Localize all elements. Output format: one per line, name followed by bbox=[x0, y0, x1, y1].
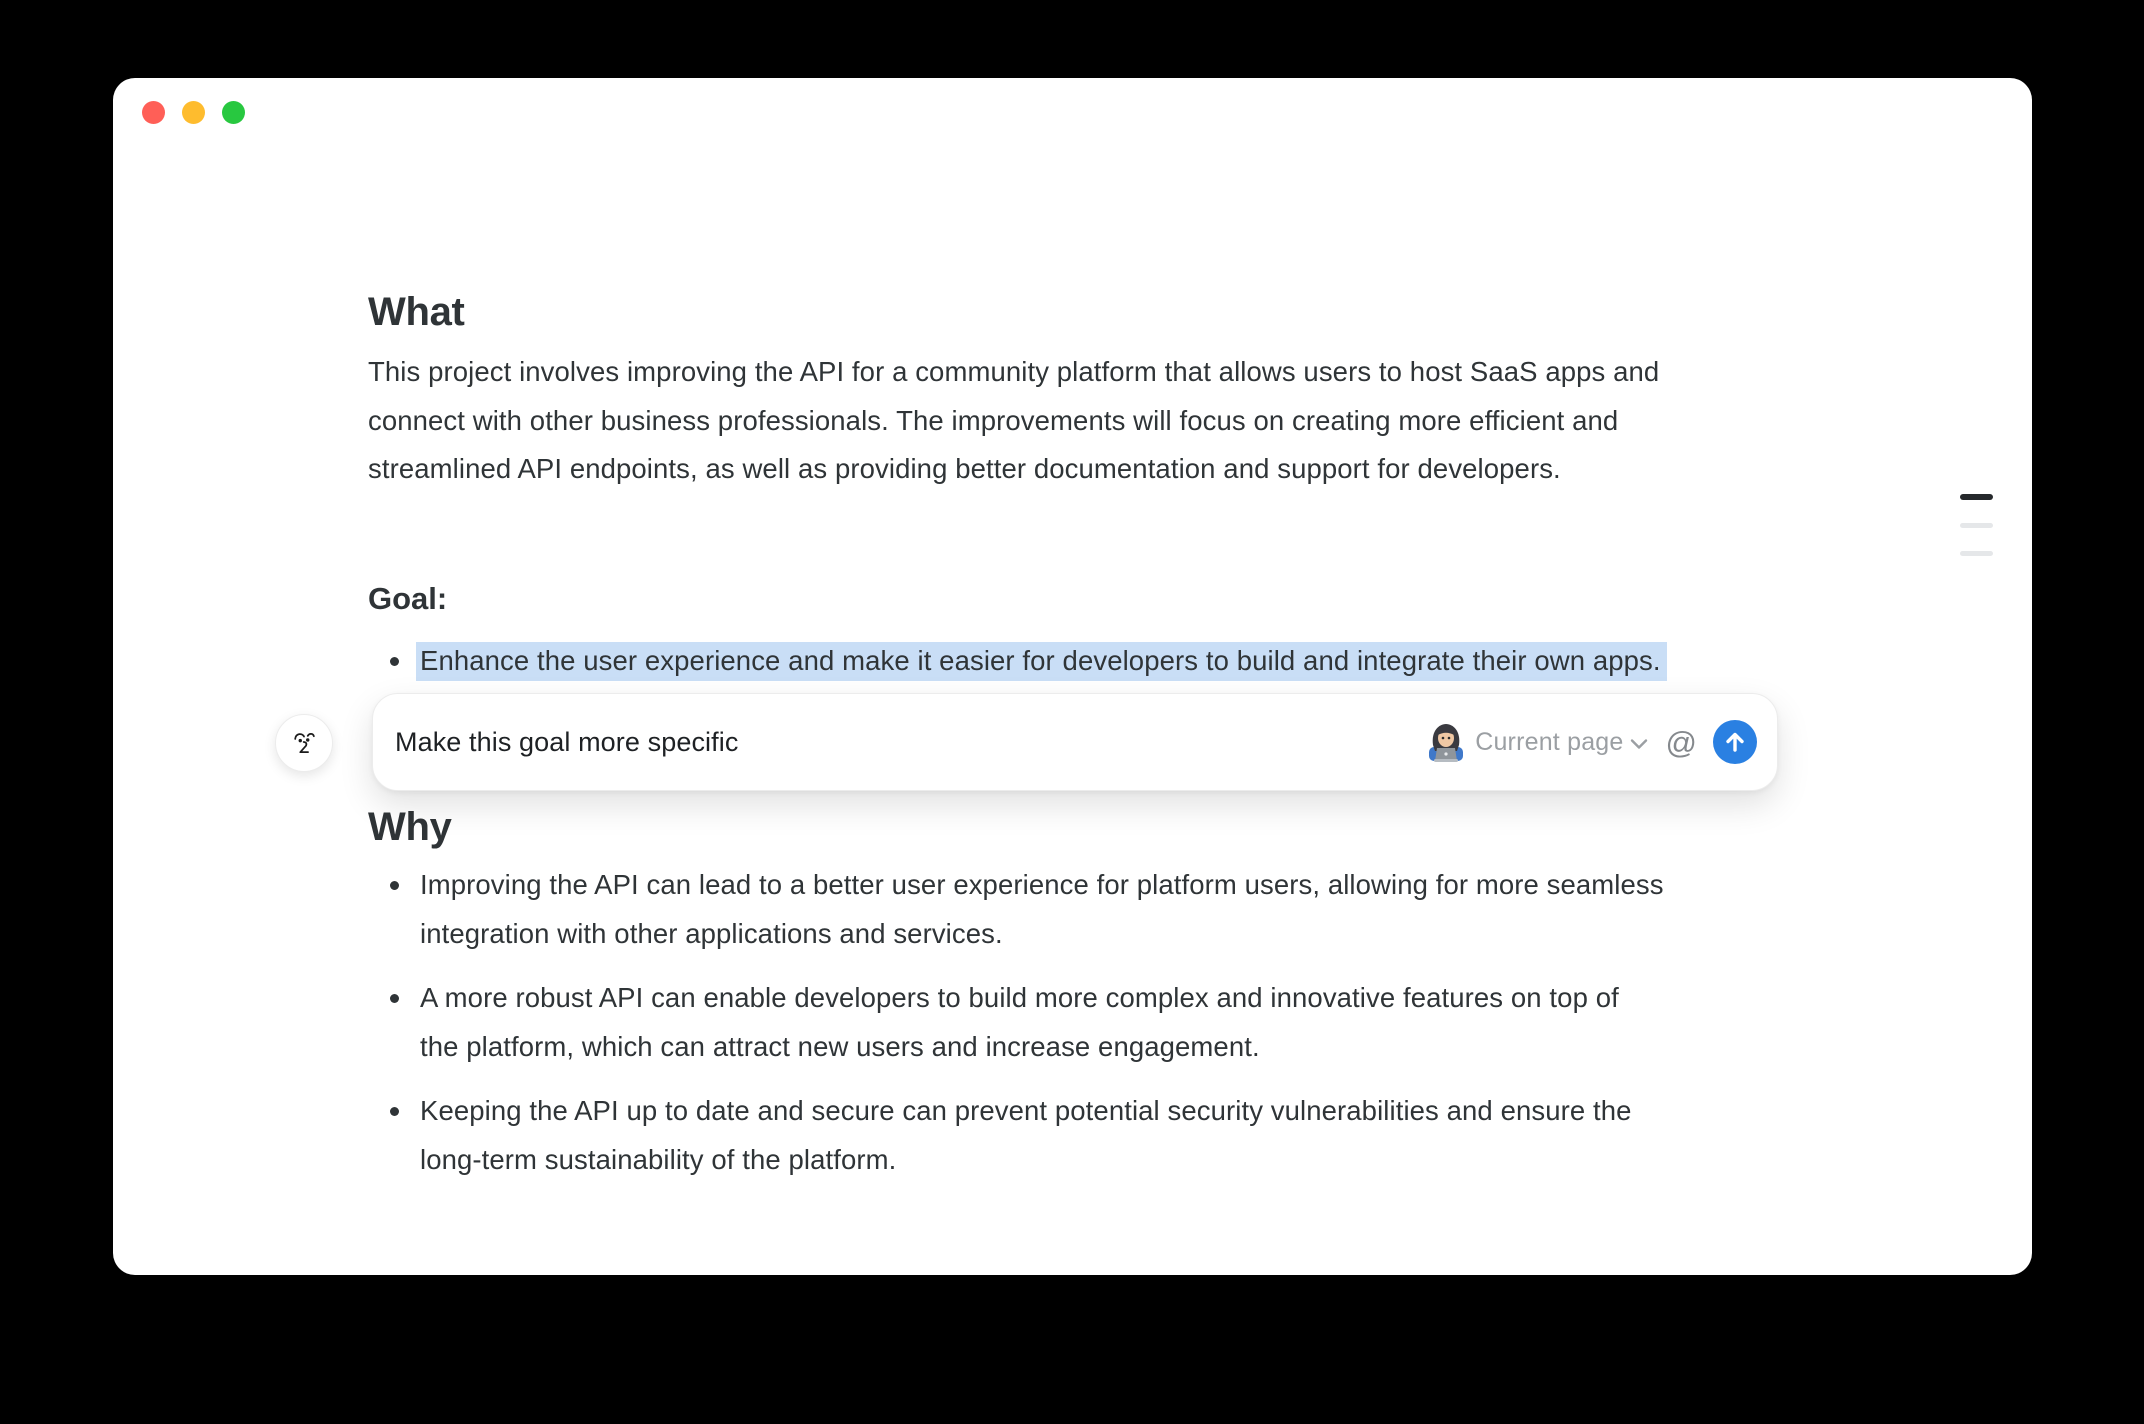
bullet-icon bbox=[390, 994, 399, 1003]
ai-assistant-popup bbox=[368, 693, 1750, 791]
why-bullet-text: Improving the API can lead to a better user experience for platform users, allowing for more seamless integration with other applications and services. bbox=[420, 869, 1664, 949]
goal-list-item bbox=[368, 637, 1750, 686]
goal-heading: Goal: bbox=[368, 580, 448, 616]
ai-prompt-input[interactable] bbox=[395, 727, 1427, 758]
chevron-down-icon bbox=[1630, 738, 1648, 750]
toc-indicator bbox=[1960, 494, 1993, 579]
why-bullet-text: A more robust API can enable developers to build more complex and innovative features on top of the platform, which can attract new users and increase engagement. bbox=[420, 982, 1619, 1062]
goal-list bbox=[368, 637, 1750, 686]
ai-prompt-bar bbox=[372, 693, 1778, 791]
app-window bbox=[113, 78, 2032, 1275]
intro-paragraph: This project involves improving the API for a community platform that allows users to host SaaS apps and connect with other business professionals. The improvements will focus on creating more efficient and streamlined API endpoints, as well as providing better documentation and support for developers. bbox=[368, 356, 1660, 484]
send-button[interactable] bbox=[1713, 720, 1757, 764]
goal-text-highlighted: Enhance the user experience and make it easier for developers to build and integrate their own apps. bbox=[420, 637, 1667, 686]
close-window-button[interactable] bbox=[142, 101, 165, 124]
why-list bbox=[368, 861, 1750, 1184]
why-list-item bbox=[368, 1087, 1750, 1184]
heading-what: What bbox=[368, 290, 465, 334]
ai-bar-actions bbox=[1427, 720, 1757, 764]
bullet-icon bbox=[390, 881, 399, 890]
bullet-icon bbox=[390, 657, 399, 666]
document-body bbox=[368, 288, 1750, 1200]
bullet-icon bbox=[390, 1107, 399, 1116]
technologist-emoji-icon bbox=[1427, 721, 1465, 763]
mention-icon[interactable]: @ bbox=[1665, 724, 1697, 760]
window-controls bbox=[142, 101, 245, 124]
minimize-window-button[interactable] bbox=[182, 101, 205, 124]
toc-indicator-active-item[interactable] bbox=[1960, 494, 1993, 500]
toc-indicator-item[interactable] bbox=[1960, 551, 1993, 556]
context-scope-label: Current page bbox=[1475, 727, 1624, 756]
toc-indicator-item[interactable] bbox=[1960, 523, 1993, 528]
why-list-item bbox=[368, 861, 1750, 958]
why-bullet-text: Keeping the API up to date and secure can prevent potential security vulnerabilities and ensure the long-term sustainability of the platform. bbox=[420, 1095, 1632, 1175]
up-arrow-icon bbox=[1723, 730, 1747, 754]
why-list-item bbox=[368, 974, 1750, 1071]
notion-ai-face-icon bbox=[275, 714, 333, 772]
context-scope-dropdown[interactable] bbox=[1427, 721, 1647, 763]
heading-why: Why bbox=[368, 805, 452, 849]
zoom-window-button[interactable] bbox=[222, 101, 245, 124]
